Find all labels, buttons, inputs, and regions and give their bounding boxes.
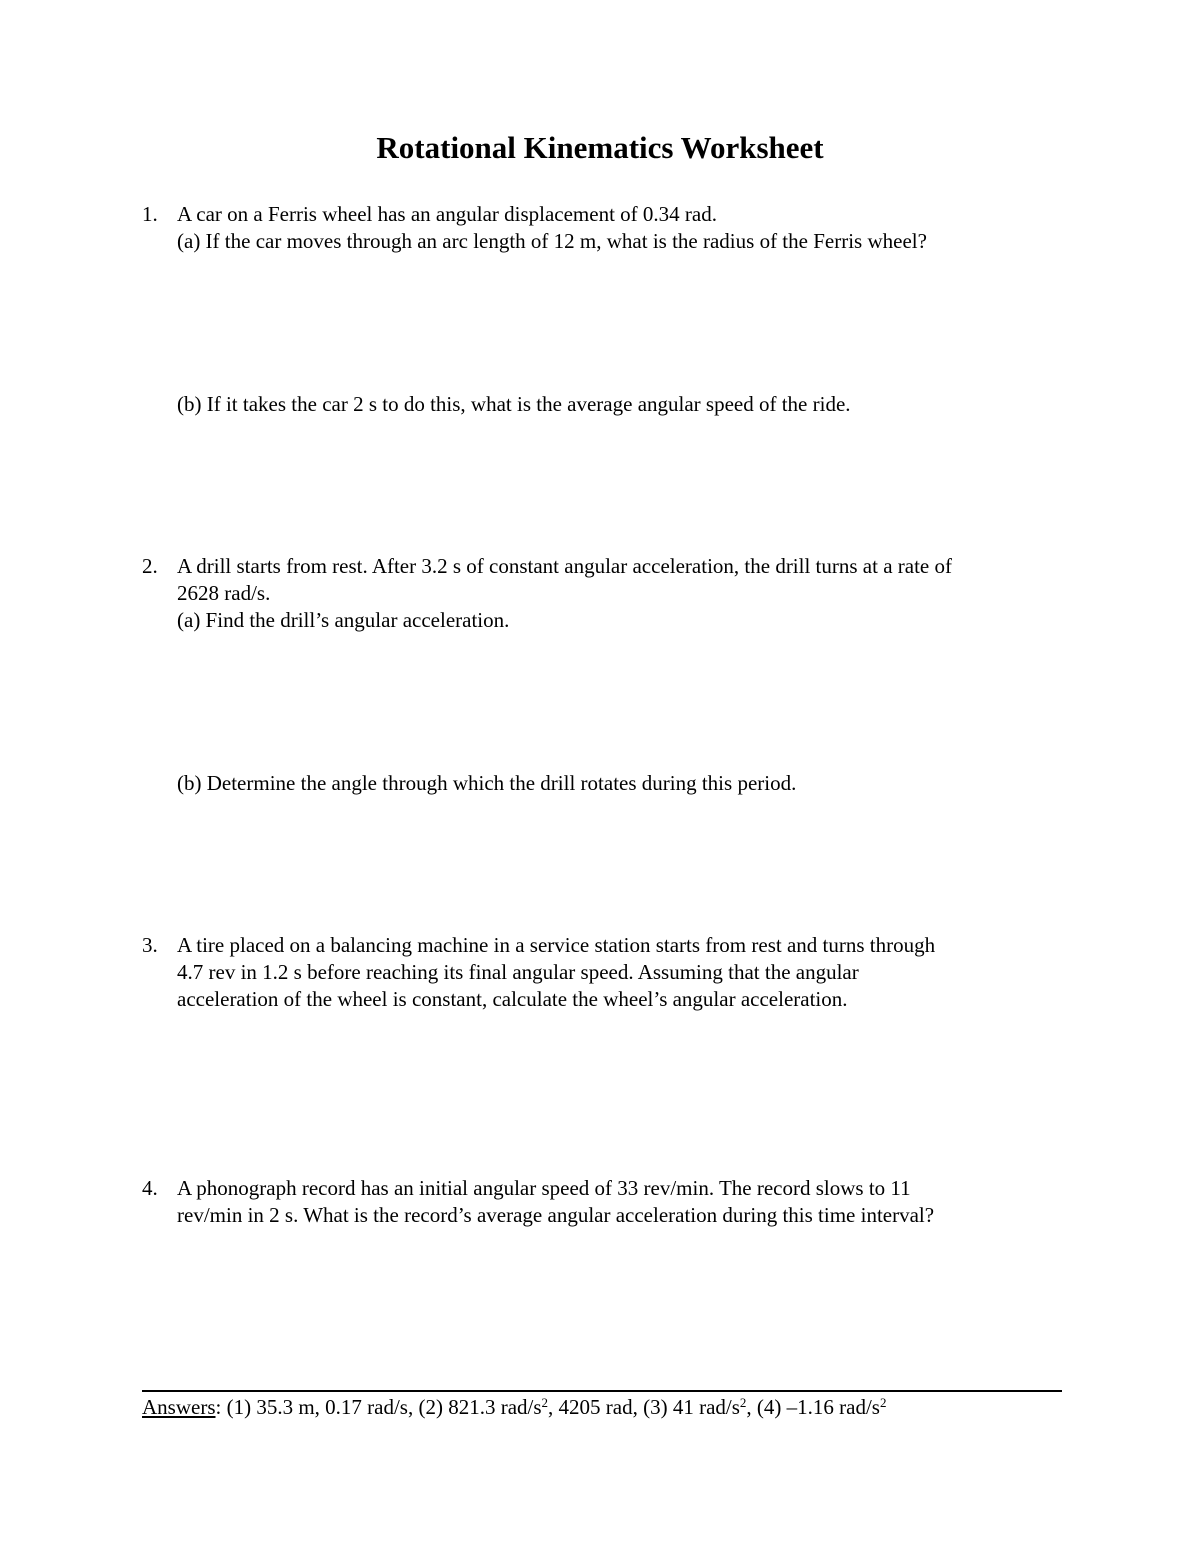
question-number: 1. bbox=[142, 202, 158, 226]
question-text: acceleration of the wheel is constant, calculate the wheel’s angular acceleration. bbox=[177, 987, 848, 1011]
question-text: rev/min in 2 s. What is the record’s average angular acceleration during this time interval? bbox=[177, 1203, 935, 1227]
question-part-b: (b) Determine the angle through which the drill rotates during this period. bbox=[177, 771, 797, 795]
question-text: 4.7 rev in 1.2 s before reaching its final angular speed. Assuming that the angular bbox=[177, 960, 859, 984]
question-number: 4. bbox=[142, 1176, 158, 1200]
page-title: Rotational Kinematics Worksheet bbox=[376, 130, 824, 165]
question-text: A car on a Ferris wheel has an angular displacement of 0.34 rad. bbox=[177, 202, 717, 226]
question-text: 2628 rad/s. bbox=[177, 581, 271, 605]
exponent: 2 bbox=[879, 1395, 887, 1410]
question-text: A phonograph record has an initial angular speed of 33 rev/min. The record slows to 11 bbox=[177, 1176, 911, 1200]
exponent: 2 bbox=[541, 1395, 549, 1410]
answers-line bbox=[142, 1394, 886, 1421]
question-text: A tire placed on a balancing machine in a service station starts from rest and turns through bbox=[177, 933, 936, 957]
question-part-a: (a) If the car moves through an arc length of 12 m, what is the radius of the Ferris wheel? bbox=[177, 229, 927, 253]
answers-text: , 4205 rad, (3) 41 rad/s bbox=[548, 1395, 740, 1419]
question-part-b: (b) If it takes the car 2 s to do this, what is the average angular speed of the ride. bbox=[177, 392, 851, 416]
question-number: 2. bbox=[142, 554, 158, 578]
answers-text: : (1) 35.3 m, 0.17 rad/s, (2) 821.3 rad/s bbox=[215, 1395, 542, 1419]
answers-label: Answers bbox=[142, 1395, 216, 1419]
question-part-a: (a) Find the drill’s angular acceleration. bbox=[177, 608, 510, 632]
question-text: A drill starts from rest. After 3.2 s of constant angular acceleration, the drill turns at a rate of bbox=[177, 554, 953, 578]
question-number: 3. bbox=[142, 933, 158, 957]
answers-divider bbox=[142, 1390, 1062, 1392]
answers-text: , (4) –1.16 rad/s bbox=[746, 1395, 880, 1419]
exponent: 2 bbox=[739, 1395, 747, 1410]
